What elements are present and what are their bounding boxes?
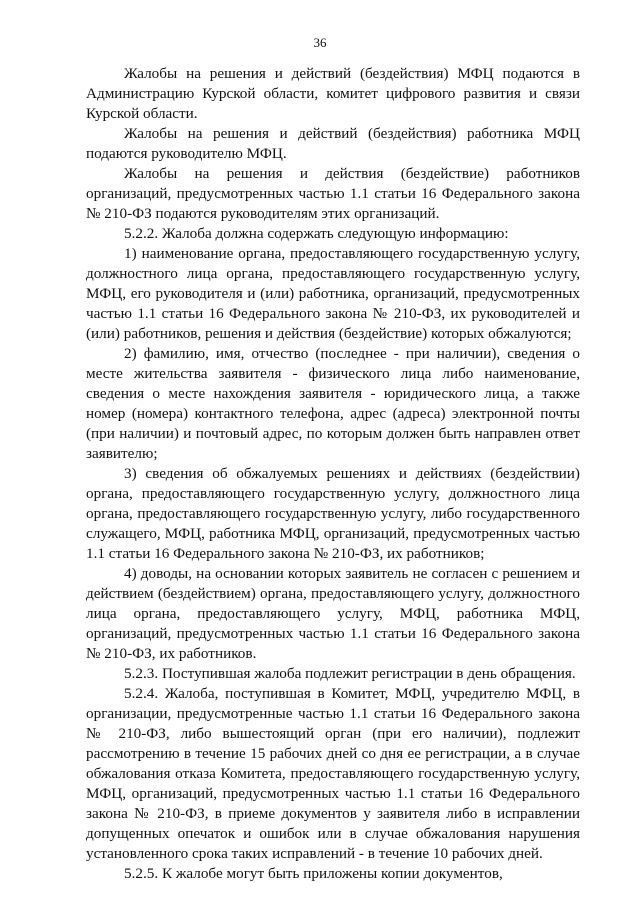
paragraph-complaints-mfc-worker: Жалобы на решения и действий (бездействия) работника МФЦ подаются руководителю МФЦ. (86, 125, 580, 162)
paragraph-5-2-5: 5.2.5. К жалобе могут быть приложены копии документов, (124, 865, 503, 882)
list-item-2: 2) фамилию, имя, отчество (последнее - при наличии), сведения о месте жительства заявителя - физического лица либо наименование, сведения о месте нахождения заявителя - юридического лица, а также номер (номера) контактного телефона, адрес (адреса) электронной почты (при наличии) и почтовый адрес, по которым должен быть направлен ответ заявителю; (86, 345, 580, 462)
page-number: 36 (313, 35, 327, 50)
list-item-3: 3) сведения об обжалуемых решениях и действиях (бездействии) органа, предоставляющего государственную услугу, должностного лица органа, предоставляющего государственную услугу, либо государственного служащего, МФЦ, работника МФЦ, организаций, предусмотренных частью 1.1 статьи 16 Федерального закона № 210-ФЗ, их работников; (86, 465, 580, 562)
paragraph-complaints-organizations: Жалобы на решения и действия (бездействие) работников организаций, предусмотренных частью 1.1 статьи 16 Федерального закона № 210-ФЗ подаются руководителям этих организаций. (86, 165, 580, 222)
paragraph-5-2-4: 5.2.4. Жалоба, поступившая в Комитет, МФЦ, учредителю МФЦ, в организации, предусмотренные частью 1.1 статьи 16 Федерального закона № 210-ФЗ, либо вышестоящий орган (при его наличии), подлежит рассмотрению в течение 15 рабочих дней со дня ее регистрации, а в случае обжалования отказа Комитета, предоставляющего государственную услугу, МФЦ, организаций, предусмотренных частью 1.1 статьи 16 Федерального закона № 210-ФЗ, в приеме документов у заявителя либо в исправлении допущенных опечаток и ошибок или в случае обжалования нарушения установленного срока таких исправлений - в течение 10 рабочих дней. (86, 685, 580, 862)
list-item-4: 4) доводы, на основании которых заявитель не согласен с решением и действием (бездействием) органа, предоставляющего услугу, должностного лица органа, предоставляющего услугу, МФЦ, работника МФЦ, организаций, предусмотренных частью 1.1 статьи 16 Федерального закона № 210-ФЗ, их работников. (86, 565, 580, 662)
list-item-1: 1) наименование органа, предоставляющего государственную услугу, должностного лица органа, предоставляющего государственную услугу, МФЦ, его руководителя и (или) работника, организаций, предусмотренных частью 1.1 статьи 16 Федерального закона № 210-ФЗ, их руководителей и (или) работников, решения и действия (бездействие) которых обжалуются; (86, 245, 580, 342)
paragraph-complaints-mfc: Жалобы на решения и действий (бездействия) МФЦ подаются в Администрацию Курской области, комитет цифрового развития и связи Курской области. (86, 65, 580, 122)
document-body (86, 64, 580, 884)
paragraph-5-2-2: 5.2.2. Жалоба должна содержать следующую информацию: (124, 225, 509, 242)
paragraph-5-2-3: 5.2.3. Поступившая жалоба подлежит регистрации в день обращения. (124, 665, 576, 682)
